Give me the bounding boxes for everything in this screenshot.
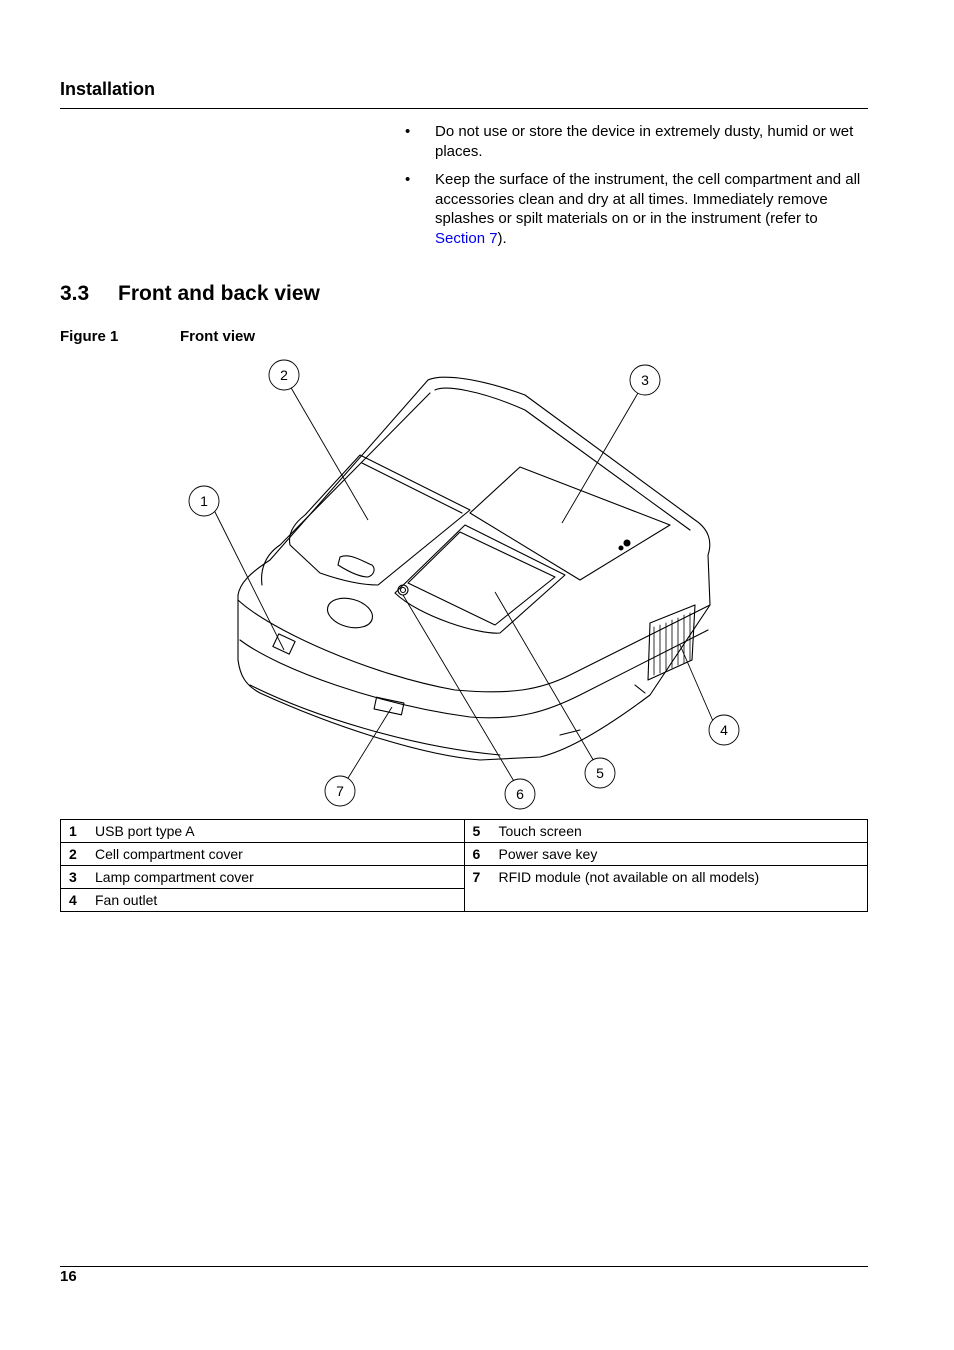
cell-compartment-cover (290, 455, 470, 585)
callout-leader-1 (214, 510, 284, 650)
legend-text: Power save key (498, 846, 598, 862)
front-logo-recess (324, 594, 376, 633)
legend-cell (464, 866, 868, 912)
figure-number: Figure 1 (60, 328, 119, 345)
legend-text: USB port type A (95, 823, 195, 839)
callout-4 (709, 715, 739, 745)
legend-cell (61, 820, 465, 843)
legend-cell (464, 820, 868, 843)
callout-leader-3 (562, 393, 638, 523)
footer-divider (60, 1266, 868, 1267)
legend-number: 3 (69, 869, 77, 885)
callout-7 (325, 776, 355, 806)
callout-1 (189, 486, 219, 516)
figure-title: Front view (180, 328, 256, 345)
callout-7-label: 7 (336, 783, 344, 799)
bullet-item (405, 170, 870, 248)
legend-number: 1 (69, 823, 77, 839)
callout-4-label: 4 (720, 722, 728, 738)
usb-port (273, 634, 295, 654)
table-row (61, 843, 868, 866)
callout-leader-2 (290, 386, 368, 520)
table-row (61, 866, 868, 889)
legend-text: Cell compartment cover (95, 846, 243, 862)
legend-cell (464, 843, 868, 866)
power-save-key (398, 585, 408, 595)
section-number: 3.3 (60, 282, 90, 305)
legend-number: 5 (472, 823, 481, 839)
lamp-compartment-cover (470, 467, 670, 580)
callout-leader-4 (680, 645, 713, 721)
callout-leader-7 (345, 707, 392, 783)
legend-number: 6 (472, 846, 481, 862)
legend-text: Lamp compartment cover (95, 869, 254, 885)
callout-6 (505, 779, 535, 809)
callout-6-label: 6 (516, 786, 524, 802)
table-row (61, 820, 868, 843)
callout-1-label: 1 (200, 493, 208, 509)
bullet-text: Do not use or store the device in extremely dusty, humid or wet places. (435, 123, 854, 160)
legend-text: Touch screen (498, 823, 582, 839)
callout-leader-6 (403, 595, 515, 783)
legend-text: RFID module (not available on all models) (498, 869, 760, 885)
section-7-link[interactable]: Section 7 (435, 229, 498, 247)
instrument-front-view-illustration (180, 355, 740, 815)
legend-cell (61, 889, 465, 912)
care-instructions-list (405, 122, 870, 257)
bullet-symbol: • (405, 123, 411, 140)
legend-number: 7 (472, 869, 481, 885)
legend-number: 4 (69, 892, 77, 908)
callout-2 (269, 360, 299, 390)
legend-cell (61, 843, 465, 866)
section-title: Front and back view (118, 282, 320, 305)
instrument-body-outline (238, 377, 710, 760)
page-number: 16 (60, 1268, 77, 1285)
legend-text: Fan outlet (95, 892, 158, 908)
running-header: Installation (60, 79, 156, 99)
callout-5 (585, 758, 615, 788)
callout-3 (630, 365, 660, 395)
figure-caption (60, 328, 255, 345)
callout-3-label: 3 (641, 372, 649, 388)
bullet-text-end: ). (497, 229, 507, 247)
touch-screen (408, 532, 555, 625)
header-divider (60, 108, 868, 109)
legend-number: 2 (69, 846, 77, 862)
bullet-item (405, 122, 870, 161)
callout-leader-5 (495, 592, 595, 763)
callout-2-label: 2 (280, 367, 288, 383)
section-heading (60, 282, 320, 306)
legend-cell (61, 866, 465, 889)
bullet-symbol: • (405, 171, 411, 188)
bullet-text: Keep the surface of the instrument, the cell compartment and all accessories clean and dry at all times. Immediately remove splashes or spilt materials on or in the instrument (refer to (435, 171, 861, 227)
callout-5-label: 5 (596, 765, 604, 781)
figure-legend-table (60, 819, 868, 912)
